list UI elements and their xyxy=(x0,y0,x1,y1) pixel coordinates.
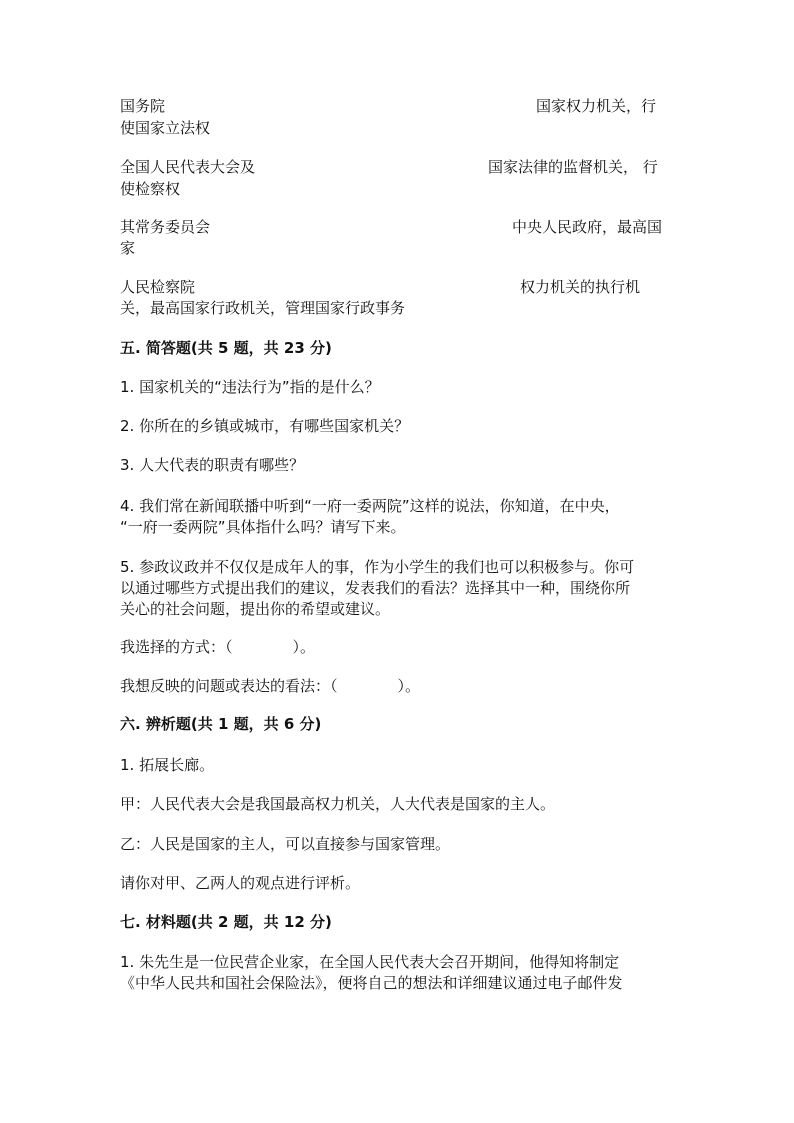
section-6-title: 六. 辨析题(共 1 题，共 6 分) xyxy=(120,715,322,733)
section-5-question-3: 3. 人大代表的职责有哪些？ xyxy=(120,456,305,474)
section-5-question-4-line-1: 4. 我们常在新闻联播中听到“一府一委两院”这样的说法，你知道，在中央， xyxy=(120,497,620,515)
match-right-1: 国家权力机关，行 xyxy=(536,97,657,115)
match-cont-1: 使国家立法权 xyxy=(120,119,211,137)
answer-choice-prefix: 我选择的方式：（ xyxy=(120,638,233,656)
section-5-question-2: 2. 你所在的乡镇或城市，有哪些国家机关？ xyxy=(120,417,410,435)
section-6-statement-yi: 乙：人民是国家的主人，可以直接参与国家管理。 xyxy=(120,835,451,853)
section-5-question-4-line-2: “一府一委两院”具体指什么吗？请写下来。 xyxy=(120,518,406,536)
section-7-question-1-line-2: 《中华人民共和国社会保险法》，便将自己的想法和详细建议通过电子邮件发 xyxy=(120,974,623,992)
answer-opinion-suffix: ）。 xyxy=(397,677,421,695)
match-right-3: 中央人民政府，最高国 xyxy=(512,218,663,236)
match-left-4: 人民检察院 xyxy=(120,278,196,296)
section-5-title: 五. 简答题(共 5 题，共 23 分) xyxy=(120,339,332,357)
answer-opinion-line xyxy=(120,676,680,696)
section-5-question-1: 1. 国家机关的“违法行为”指的是什么？ xyxy=(120,378,380,396)
section-5-question-5-line-1: 5. 参政议政并不仅仅是成年人的事，作为小学生的我们也可以积极参与。你可 xyxy=(120,558,635,576)
section-6-instruction: 请你对甲、乙两人的观点进行评析。 xyxy=(120,874,361,892)
match-right-2: 国家法律的监督机关， 行 xyxy=(488,158,658,176)
match-cont-2: 使检察权 xyxy=(120,180,181,198)
match-left-1: 国务院 xyxy=(120,97,166,115)
section-7-title: 七. 材料题(共 2 题，共 12 分) xyxy=(120,913,332,931)
match-left-2: 全国人民代表大会及 xyxy=(120,158,256,176)
match-right-4: 权力机关的执行机 xyxy=(520,278,641,296)
match-left-3: 其常务委员会 xyxy=(120,218,211,236)
section-6-statement-jia: 甲：人民代表大会是我国最高权力机关，人大代表是国家的主人。 xyxy=(120,795,556,813)
section-7-question-1-line-1: 1. 朱先生是一位民营企业家，在全国人民代表大会召开期间，他得知将制定 xyxy=(120,953,620,971)
answer-choice-line xyxy=(120,637,680,657)
section-5-question-5-line-2: 以通过哪些方式提出我们的建议，发表我们的看法？选择其中一种，围绕你所 xyxy=(120,579,631,597)
match-cont-4: 关，最高国家行政机关，管理国家行政事务 xyxy=(120,299,406,317)
answer-choice-suffix: ）。 xyxy=(292,638,316,656)
answer-opinion-prefix: 我想反映的问题或表达的看法：（ xyxy=(120,677,338,695)
section-6-question-1: 1. 拓展长廊。 xyxy=(120,756,215,774)
match-cont-3: 家 xyxy=(120,239,136,257)
section-5-question-5-line-3: 关心的社会问题，提出你的希望或建议。 xyxy=(120,600,391,618)
